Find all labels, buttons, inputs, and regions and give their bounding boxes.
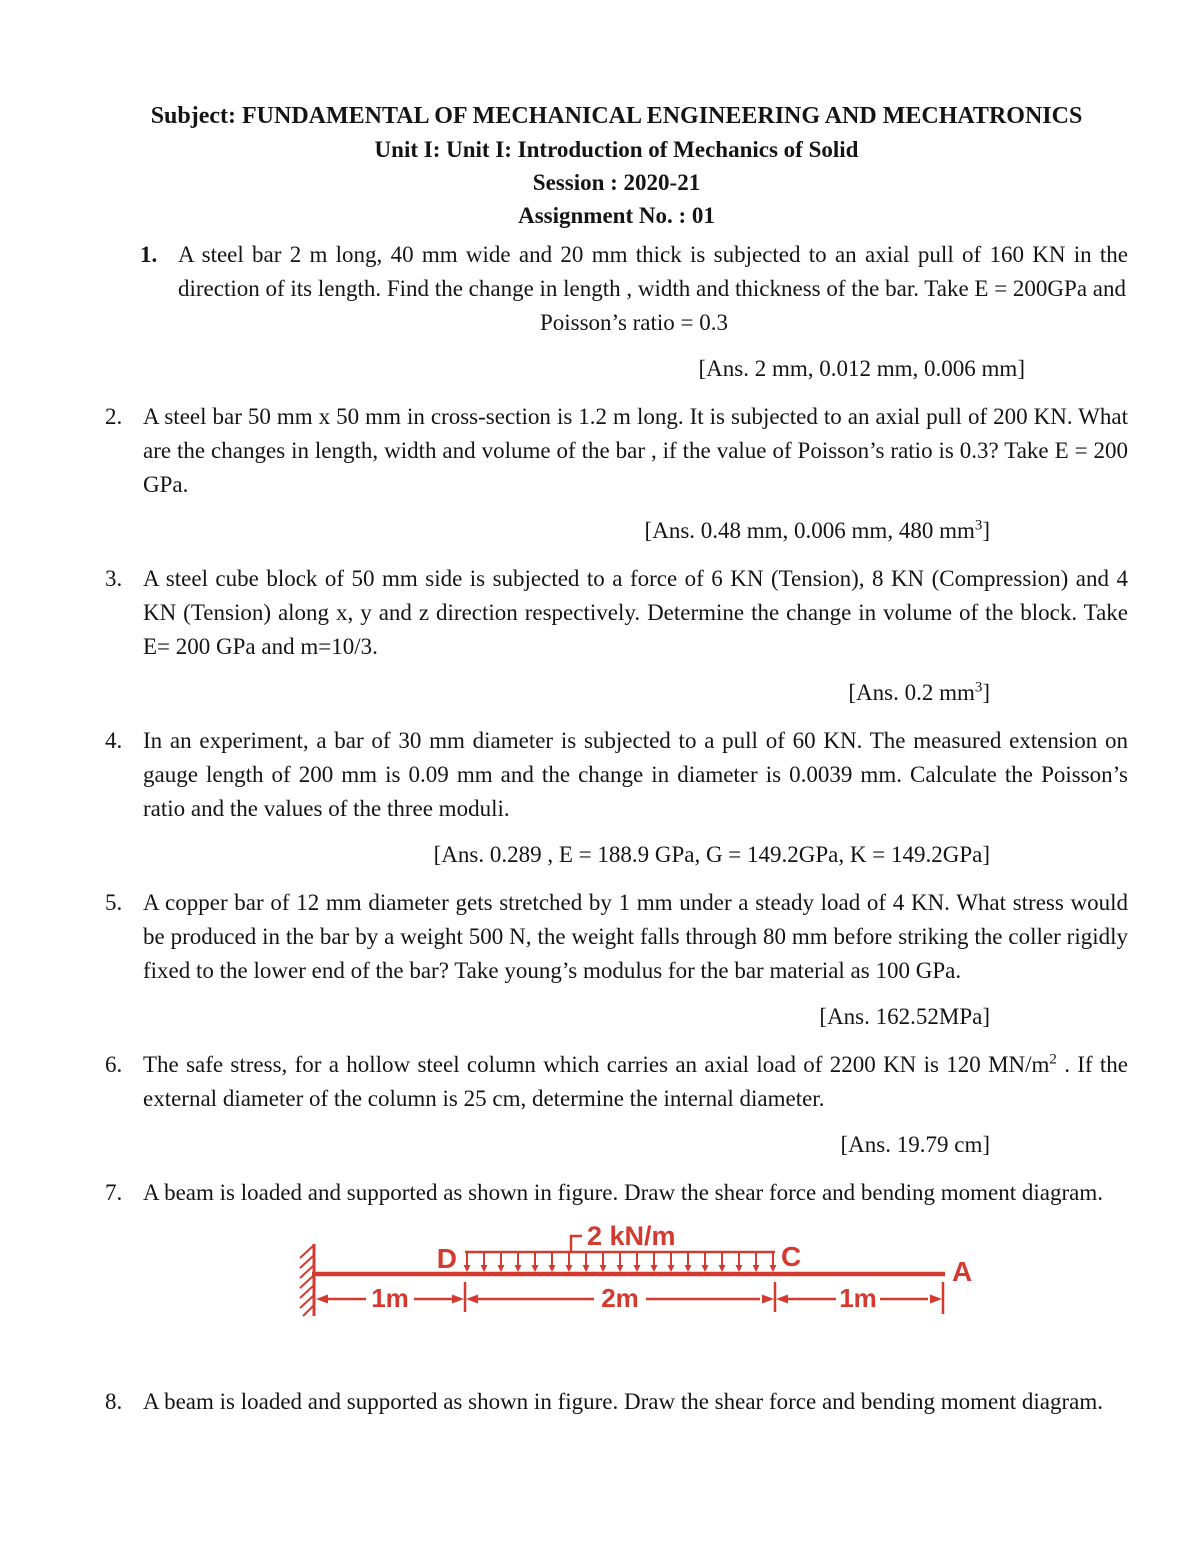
label-a: A: [952, 1256, 973, 1287]
question-5: [105, 886, 1128, 1034]
question-7-text-body: A beam is loaded and supported as shown in figure. Draw the shear force and bending moment diagram.: [143, 1180, 1103, 1205]
question-2-answer: [105, 514, 1128, 548]
question-6-text-end: . If the external diameter of the column is 25 cm, determine the internal diameter.: [143, 1052, 1128, 1111]
question-2: [105, 400, 1128, 548]
label-d: D: [436, 1243, 457, 1274]
question-1-text-body: A steel bar 2 m long, 40 mm wide and 20 mm thick is subjected to an axial pull of 160 KN in the direction of its length. Find the change in length , width and thickness of the bar. Take E = 200GPa and: [178, 242, 1128, 301]
question-7-number: 7.: [105, 1180, 123, 1205]
question-5-number: 5.: [105, 890, 123, 915]
question-6-text-body: The safe stress, for a hollow steel column which carries an axial load of 2200 KN is 120 MN/m: [143, 1052, 1050, 1077]
question-4: [105, 724, 1128, 872]
dimension-middle: [466, 1283, 774, 1313]
dimension-right: [776, 1283, 942, 1313]
dim-label-left: 1m: [371, 1283, 409, 1313]
question-3-text-body: A steel cube block of 50 mm side is subjected to a force of 6 KN (Tension), 8 KN (Compression) and 4 KN (Tension) along x, y and z direction respectively. Determine the change in volume of the block. Take E= 200 GPa and m=10/3.: [143, 566, 1128, 659]
question-1-answer: [140, 352, 1128, 386]
question-2-number: 2.: [105, 404, 123, 429]
question-4-text: [143, 724, 1128, 826]
question-8-text-body: A beam is loaded and supported as shown in figure. Draw the shear force and bending moment diagram.: [143, 1389, 1103, 1414]
dim-label-right: 1m: [839, 1283, 877, 1313]
answer-text: [Ans. 19.79 cm]: [840, 1132, 990, 1157]
load-leader-line: [571, 1236, 582, 1251]
question-4-text-body: In an experiment, a bar of 30 mm diameter is subjected to a pull of 60 KN. The measured extension on gauge length of 200 mm is 0.09 mm and the change in diameter is 0.0039 mm. Calculate the Poisson’s ratio and the values of the three moduli.: [143, 728, 1128, 821]
question-8-number: 8.: [105, 1389, 123, 1414]
question-3-answer: [105, 676, 1128, 710]
question-8: [105, 1385, 1128, 1419]
question-7: [105, 1176, 1128, 1341]
document-header: [105, 100, 1128, 232]
question-6-superscript: 2: [1049, 1051, 1057, 1068]
label-c: C: [781, 1241, 802, 1272]
udl-load-icon: [464, 1252, 777, 1272]
question-2-text: [143, 400, 1128, 502]
question-6-answer: [105, 1128, 1128, 1162]
question-2-text-body: A steel bar 50 mm x 50 mm in cross-section is 1.2 m long. It is subjected to an axial pull of 200 KN. What are the changes in length, width and volume of the bar , if the value of Poisson’s ratio is 0.3? Take E = 200 GPa.: [143, 404, 1128, 497]
answer-text: [Ans. 0.289 , E = 188.9 GPa, G = 149.2GPa, K = 149.2GPa]: [433, 842, 990, 867]
load-label: 2 kN/m: [587, 1224, 676, 1251]
beam-diagram: [295, 1224, 1128, 1341]
question-3: [105, 562, 1128, 710]
subject-title: Subject: FUNDAMENTAL OF MECHANICAL ENGINEERING AND MECHATRONICS: [150, 103, 1083, 129]
question-6: [105, 1048, 1128, 1162]
fixed-support-icon: [300, 1244, 314, 1316]
session-line: Session : 2020-21: [532, 170, 701, 195]
question-1-number: 1.: [140, 242, 158, 267]
question-6-text: [143, 1048, 1128, 1116]
question-7-text: [143, 1176, 1128, 1210]
question-8-text: [143, 1385, 1128, 1419]
assignment-line: Assignment No. : 01: [518, 203, 715, 228]
answer-superscript: 3: [974, 517, 983, 534]
answer-text-end: ]: [982, 518, 990, 543]
question-4-answer: [105, 838, 1128, 872]
unit-title: Unit I: Unit I: Introduction of Mechanics of Solid: [374, 137, 859, 162]
question-1: [140, 238, 1128, 386]
question-4-number: 4.: [105, 728, 123, 753]
answer-superscript: 3: [974, 679, 983, 696]
dimension-left: [316, 1283, 464, 1313]
answer-text: [Ans. 0.48 mm, 0.006 mm, 480 mm: [644, 518, 975, 543]
question-5-answer: [105, 1000, 1128, 1034]
answer-text: [Ans. 0.2 mm: [848, 680, 975, 705]
answer-text: [Ans. 2 mm, 0.012 mm, 0.006 mm]: [698, 356, 1025, 381]
question-5-text: [143, 886, 1128, 988]
question-1-text: [178, 238, 1128, 306]
question-1-centered-line: Poisson’s ratio = 0.3: [539, 310, 729, 335]
answer-text-end: ]: [982, 680, 990, 705]
dim-label-middle: 2m: [601, 1283, 639, 1313]
questions-list: [105, 238, 1128, 1419]
question-3-text: [143, 562, 1128, 664]
answer-text: [Ans. 162.52MPa]: [819, 1004, 990, 1029]
question-5-text-body: A copper bar of 12 mm diameter gets stretched by 1 mm under a steady load of 4 KN. What stress would be produced in the bar by a weight 500 N, the weight falls through 80 mm before striking the coller rigidly fixed to the lower end of the bar? Take young’s modulus for the bar material as 100 GPa.: [143, 890, 1128, 983]
question-3-number: 3.: [105, 566, 123, 591]
beam-figure: [295, 1224, 975, 1336]
question-6-number: 6.: [105, 1052, 123, 1077]
